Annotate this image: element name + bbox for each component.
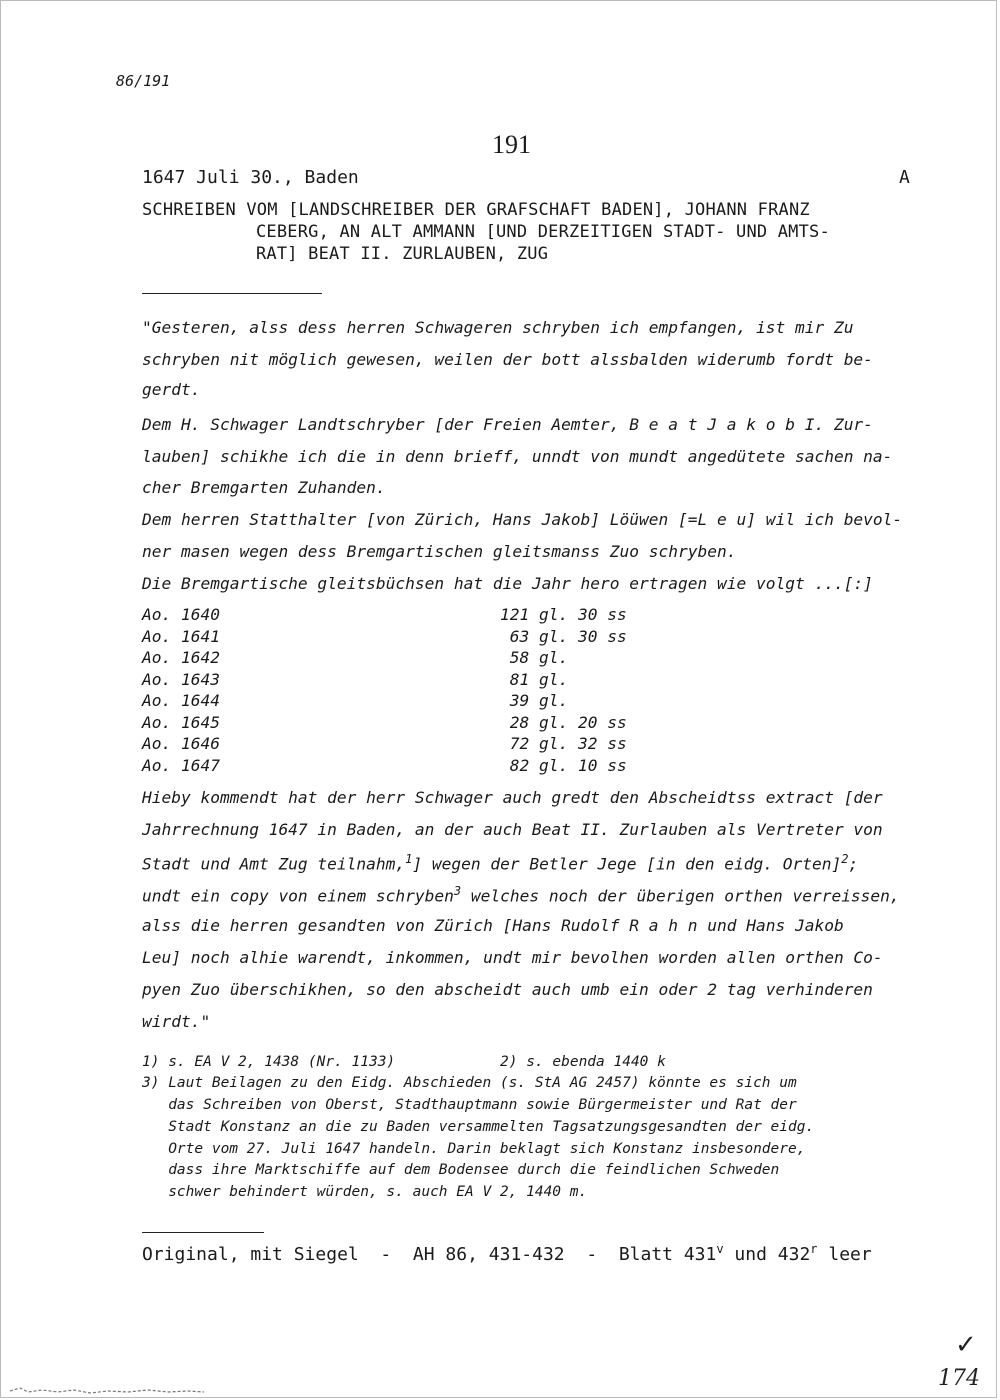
table-amount-cell: 58 gl. xyxy=(500,648,569,667)
body-line: Hieby kommendt hat der herr Schwager auch gredt den Abscheidtss extract [der xyxy=(142,788,883,807)
table-amount-cell: 121 gl. 30 ss xyxy=(500,605,627,624)
archive-reference: 86/191 xyxy=(116,72,171,90)
source-line xyxy=(142,1242,872,1265)
footnote-3-line: dass ihre Marktschiffe auf dem Bodensee durch die feindlichen Schweden xyxy=(142,1162,780,1178)
text-segment: welches noch der überigen orthen verreissen, xyxy=(461,886,900,906)
table-year-cell: Ao. 1643 xyxy=(142,669,220,689)
date-place: 1647 Juli 30., Baden xyxy=(142,167,359,188)
footnote-3-line: 3) Laut Beilagen zu den Eidg. Abschieden (s. StA AG 2457) könnte es sich um xyxy=(142,1075,797,1091)
verso-mark: v xyxy=(716,1242,724,1256)
table-amount-cell: 63 gl. 30 ss xyxy=(500,626,627,646)
handwritten-check: ✓ xyxy=(955,1330,977,1360)
text-segment: Stadt und Amt Zug teilnahm, xyxy=(142,854,406,874)
source-text: leer xyxy=(817,1244,872,1265)
source-divider xyxy=(142,1232,264,1233)
body-line: Die Bremgartische gleitsbüchsen hat die Jahr hero ertragen wie volgt ...[:] xyxy=(142,574,873,593)
body-line: wirdt." xyxy=(142,1012,211,1031)
source-text: und 432 xyxy=(723,1244,811,1265)
table-year-cell: Ao. 1647 xyxy=(142,755,220,775)
text-segment: ; xyxy=(848,854,859,874)
title-divider xyxy=(142,293,322,294)
handwritten-number: 174 xyxy=(938,1366,980,1391)
table-year-cell: Ao. 1642 xyxy=(142,648,220,667)
table-year-cell: Ao. 1640 xyxy=(142,605,220,624)
body-line: schryben nit möglich gewesen, weilen der bott alssbalden widerumb fordt be- xyxy=(142,350,873,369)
body-line: cher Bremgarten Zuhanden. xyxy=(142,478,386,497)
body-line: pyen Zuo überschikhen, so den abscheidt auch umb ein oder 2 tag verhinderen xyxy=(142,980,873,999)
footnote-3-line: schwer behindert würden, s. auch EA V 2, 1440 m. xyxy=(142,1184,588,1200)
body-line: ner masen wegen dess Bremgartischen gleitsmanss Zuo schryben. xyxy=(142,542,737,561)
table-amount-cell: 82 gl. 10 ss xyxy=(500,755,627,775)
footnote-3-line: Stadt Konstanz an die zu Baden versammelten Tagsatzungsgesandten der eidg. xyxy=(142,1119,815,1135)
table-amount-cell: 72 gl. 32 ss xyxy=(500,734,627,753)
body-line-with-footnote-refs xyxy=(142,852,858,873)
recto-mark: r xyxy=(810,1242,818,1256)
footnote-ref-1: 1 xyxy=(405,852,413,866)
text-segment: undt ein copy von einem schryben xyxy=(142,886,454,906)
footnote-3-line: das Schreiben von Oberst, Stadthauptmann sowie Bürgermeister und Rat der xyxy=(142,1097,797,1113)
table-amount-cell: 28 gl. 20 ss xyxy=(500,712,627,732)
title-line-1: SCHREIBEN VOM [LANDSCHREIBER DER GRAFSCHAFT BADEN], JOHANN FRANZ xyxy=(142,200,810,220)
footnote-ref-2: 2 xyxy=(841,852,849,866)
body-line: Jahrrechnung 1647 in Baden, an der auch Beat II. Zurlauben als Vertreter von xyxy=(142,820,883,839)
body-line: lauben] schikhe ich die in denn brieff, unndt von mundt angedütete sachen na- xyxy=(142,447,893,466)
text-segment: ] wegen der Betler Jege [in den eidg. Orten] xyxy=(412,854,842,874)
table-year-cell: Ao. 1645 xyxy=(142,712,220,732)
table-year-cell: Ao. 1644 xyxy=(142,691,220,710)
body-line: alss die herren gesandten von Zürich [Hans Rudolf R a h n und Hans Jakob xyxy=(142,916,844,935)
table-amount-cell: 81 gl. xyxy=(500,669,569,689)
body-line: Dem herren Statthalter [von Zürich, Hans Jakob] Löüwen [=L e u] wil ich bevol- xyxy=(142,510,903,529)
body-line: Dem H. Schwager Landtschryber [der Freien Aemter, B e a t J a k o b I. Zur- xyxy=(142,415,873,434)
body-line: Leu] noch alhie warendt, inkommen, undt mir bevolhen worden allen orthen Co- xyxy=(142,948,883,967)
title-line-3: RAT] BEAT II. ZURLAUBEN, ZUG xyxy=(256,244,549,264)
body-line: gerdt. xyxy=(142,380,201,399)
source-text: Original, mit Siegel - AH 86, 431-432 - Blatt 431 xyxy=(142,1244,717,1265)
document-number: 191 xyxy=(492,130,531,159)
footnote-ref-3: 3 xyxy=(453,884,462,898)
title-line-2: CEBERG, AN ALT AMMANN [UND DERZEITIGEN STADT- UND AMTS- xyxy=(256,222,830,242)
scan-smudge xyxy=(8,1382,208,1396)
body-line-with-footnote-ref xyxy=(142,884,900,905)
table-year-cell: Ao. 1641 xyxy=(142,626,220,646)
table-year-cell: Ao. 1646 xyxy=(142,734,220,753)
footnote-3-line: Orte vom 27. Juli 1647 handeln. Darin beklagt sich Konstanz insbesondere, xyxy=(142,1141,806,1157)
body-line: "Gesteren, alss dess herren Schwageren schryben ich empfangen, ist mir Zu xyxy=(142,318,854,337)
document-marker: A xyxy=(899,167,910,188)
footnote-1: 1) s. EA V 2, 1438 (Nr. 1133) xyxy=(142,1054,396,1070)
table-amount-cell: 39 gl. xyxy=(500,691,569,710)
footnote-2: 2) s. ebenda 1440 k xyxy=(500,1054,666,1070)
